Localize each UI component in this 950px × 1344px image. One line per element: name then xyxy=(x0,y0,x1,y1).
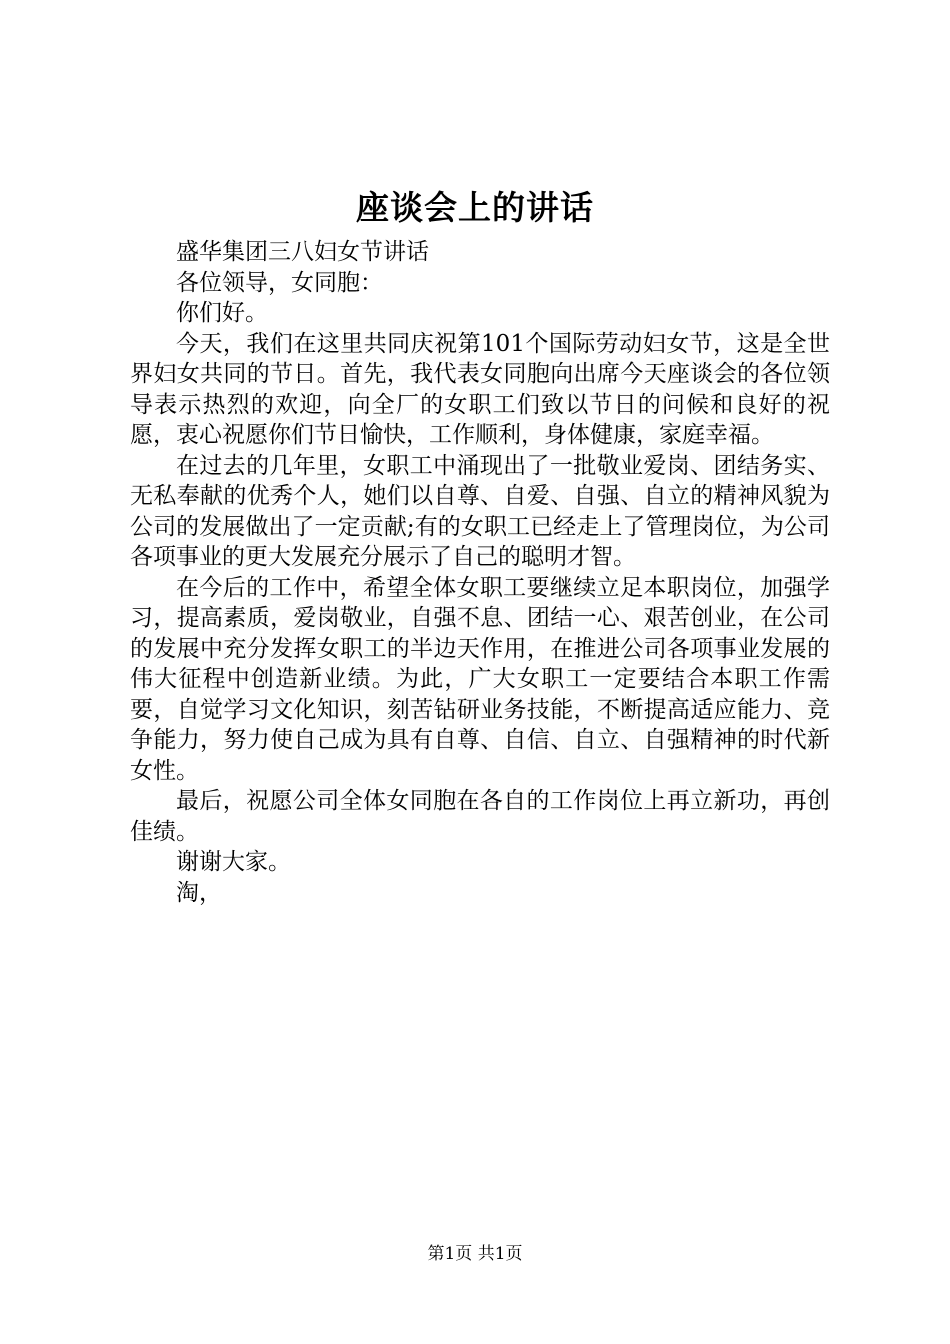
paragraph-greeting: 你们好。 xyxy=(176,300,268,326)
paragraph-thanks: 谢谢大家。 xyxy=(176,849,291,875)
paragraph-celebration: 今天，我们在这里共同庆祝第101个国际劳动妇女节，这是全世界妇女共同的节日。首先，我代表女同胞向出席今天座谈会的各位领导表示热烈的欢迎，向全厂的女职工们致以节日的问候和良好的祝愿，衷心祝愿你们节日愉快，工作顺利，身体健康，家庭幸福。 xyxy=(130,330,830,448)
paragraph-trailing: 淘， xyxy=(176,879,222,906)
paragraph-closing-wish: 最后，祝愿公司全体女同胞在各自的工作岗位上再立新功，再创佳绩。 xyxy=(130,788,830,845)
paragraph-past-achievements: 在过去的几年里，女职工中涌现出了一批敬业爱岗、团结务实、无私奉献的优秀个人，她们以自尊、自爱、自强、自立的精神风貌为公司的发展做出了一定贡献;有的女职工已经走上了管理岗位，为公司各项事业的更大发展充分展示了自己的聪明才智。 xyxy=(130,452,830,570)
page-footer: 第1页 共1页 xyxy=(427,1244,523,1264)
paragraph-future-hopes: 在今后的工作中，希望全体女职工要继续立足本职岗位，加强学习，提高素质，爱岗敬业，自强不息、团结一心、艰苦创业，在公司的发展中充分发挥女职工的半边天作用，在推进公司各项事业发展的伟大征程中创造新业绩。为此，广大女职工一定要结合本职工作需要，自觉学习文化知识，刻苦钻研业务技能，不断提高适应能力、竞争能力，努力使自己成为具有自尊、自信、自立、自强精神的时代新女性。 xyxy=(130,574,830,784)
document-title: 座谈会上的讲话 xyxy=(356,188,594,227)
document-body xyxy=(130,237,830,908)
paragraph-heading: 盛华集团三八妇女节讲话 xyxy=(176,239,429,265)
paragraph-salutation: 各位领导，女同胞： xyxy=(176,269,383,296)
